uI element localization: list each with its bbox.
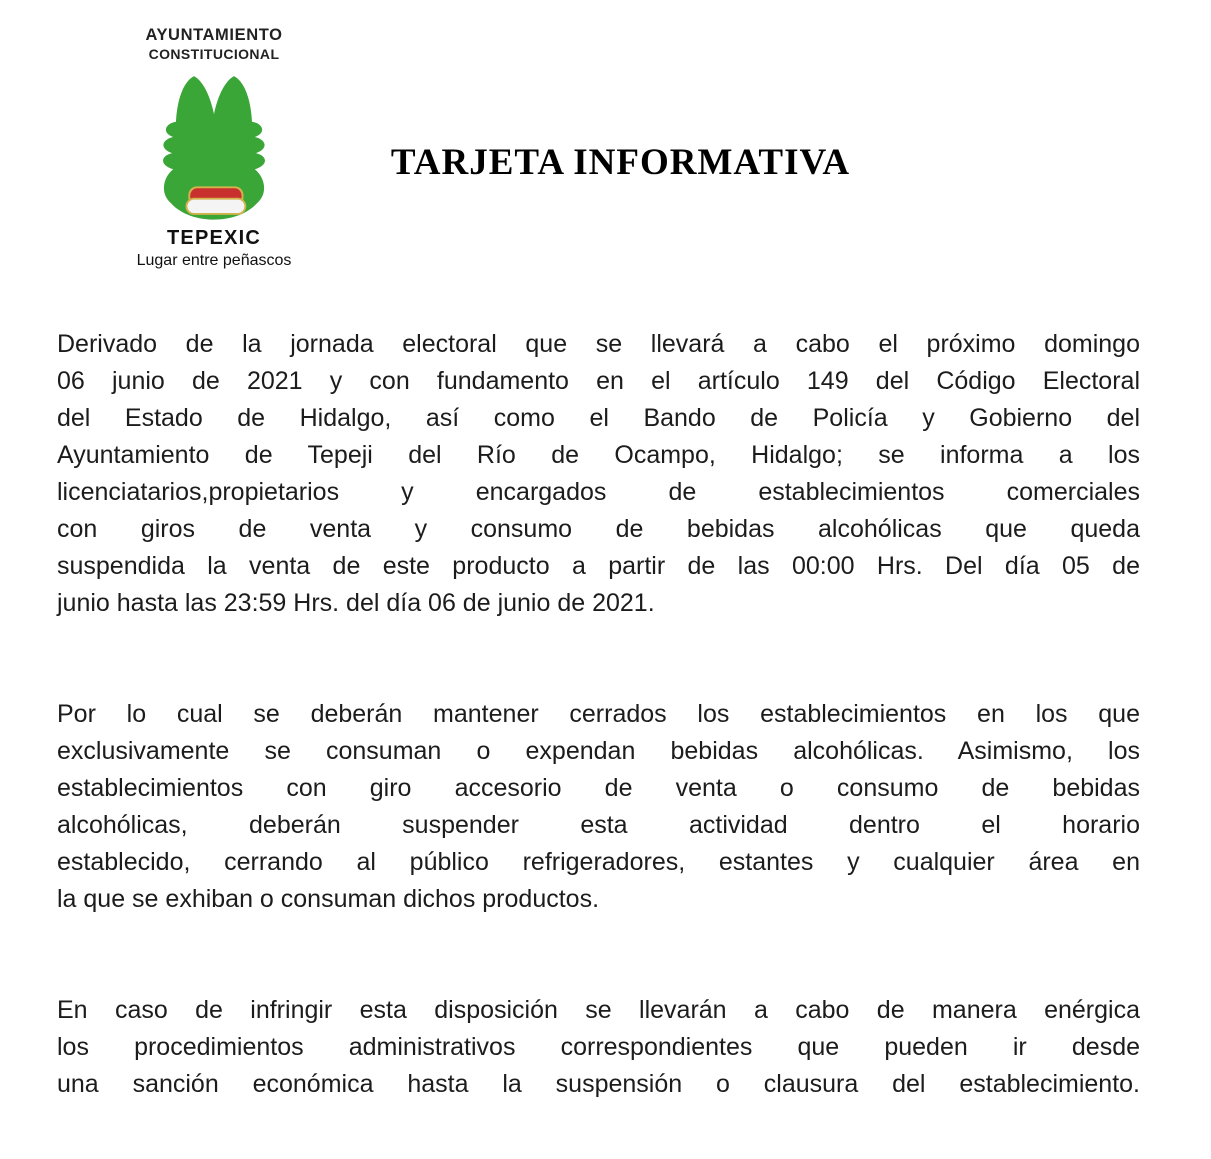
municipality-name: TEPEXIC [167,227,261,249]
text-line: junio hasta las 23:59 Hrs. del día 06 de junio de 2021. [57,589,655,617]
text-line: Derivado de la jornada electoral que se llevará a cabo el próximo domingo [57,330,1140,358]
text-line: licenciatarios,propietarios y encargados de establecimientos comerciales [57,478,1140,506]
text-line: una sanción económica hasta la suspensión o clausura del establecimiento. [57,1070,1140,1098]
document-body [57,326,1140,1159]
paragraph [57,696,1140,918]
text-line: Ayuntamiento de Tepeji del Río de Ocampo, Hidalgo; se informa a los [57,441,1140,469]
text-line: Por lo cual se deberán mantener cerrados los establecimientos en los que [57,700,1140,728]
text-line: establecimientos con giro accesorio de venta o consumo de bebidas [57,774,1140,802]
text-line: del Estado de Hidalgo, así como el Bando de Policía y Gobierno del [57,404,1140,432]
org-name-line1: AYUNTAMIENTO [145,26,283,44]
text-line: exclusivamente se consuman o expendan bebidas alcohólicas. Asimismo, los [57,737,1140,765]
org-name-line2: CONSTITUCIONAL [148,46,280,62]
paragraph [57,326,1140,622]
text-line: con giros de venta y consumo de bebidas alcohólicas que queda [57,515,1140,543]
document-header [0,0,1211,326]
paragraph [57,992,1140,1103]
text-line: En caso de infringir esta disposición se llevarán a cabo de manera enérgica [57,996,1140,1024]
text-line: suspendida la venta de este producto a partir de las 00:00 Hrs. Del día 05 de [57,552,1140,580]
text-line: alcohólicas, deberán suspender esta actividad dentro el horario [57,811,1140,839]
municipality-motto: Lugar entre peñascos [136,252,292,269]
municipal-logo [122,26,306,270]
text-line: los procedimientos administrativos correspondientes que pueden ir desde [57,1033,1140,1061]
base-band-white [187,200,244,213]
document-title: TARJETA INFORMATIVA [390,142,851,183]
text-line: la que se exhiban o consuman dichos productos. [57,885,600,913]
tepexic-hill-glyph-icon [157,69,271,222]
text-line: establecido, cerrando al público refrigeradores, estantes y cualquier área en [57,848,1140,876]
text-line: 06 junio de 2021 y con fundamento en el artículo 149 del Código Electoral [57,367,1140,395]
